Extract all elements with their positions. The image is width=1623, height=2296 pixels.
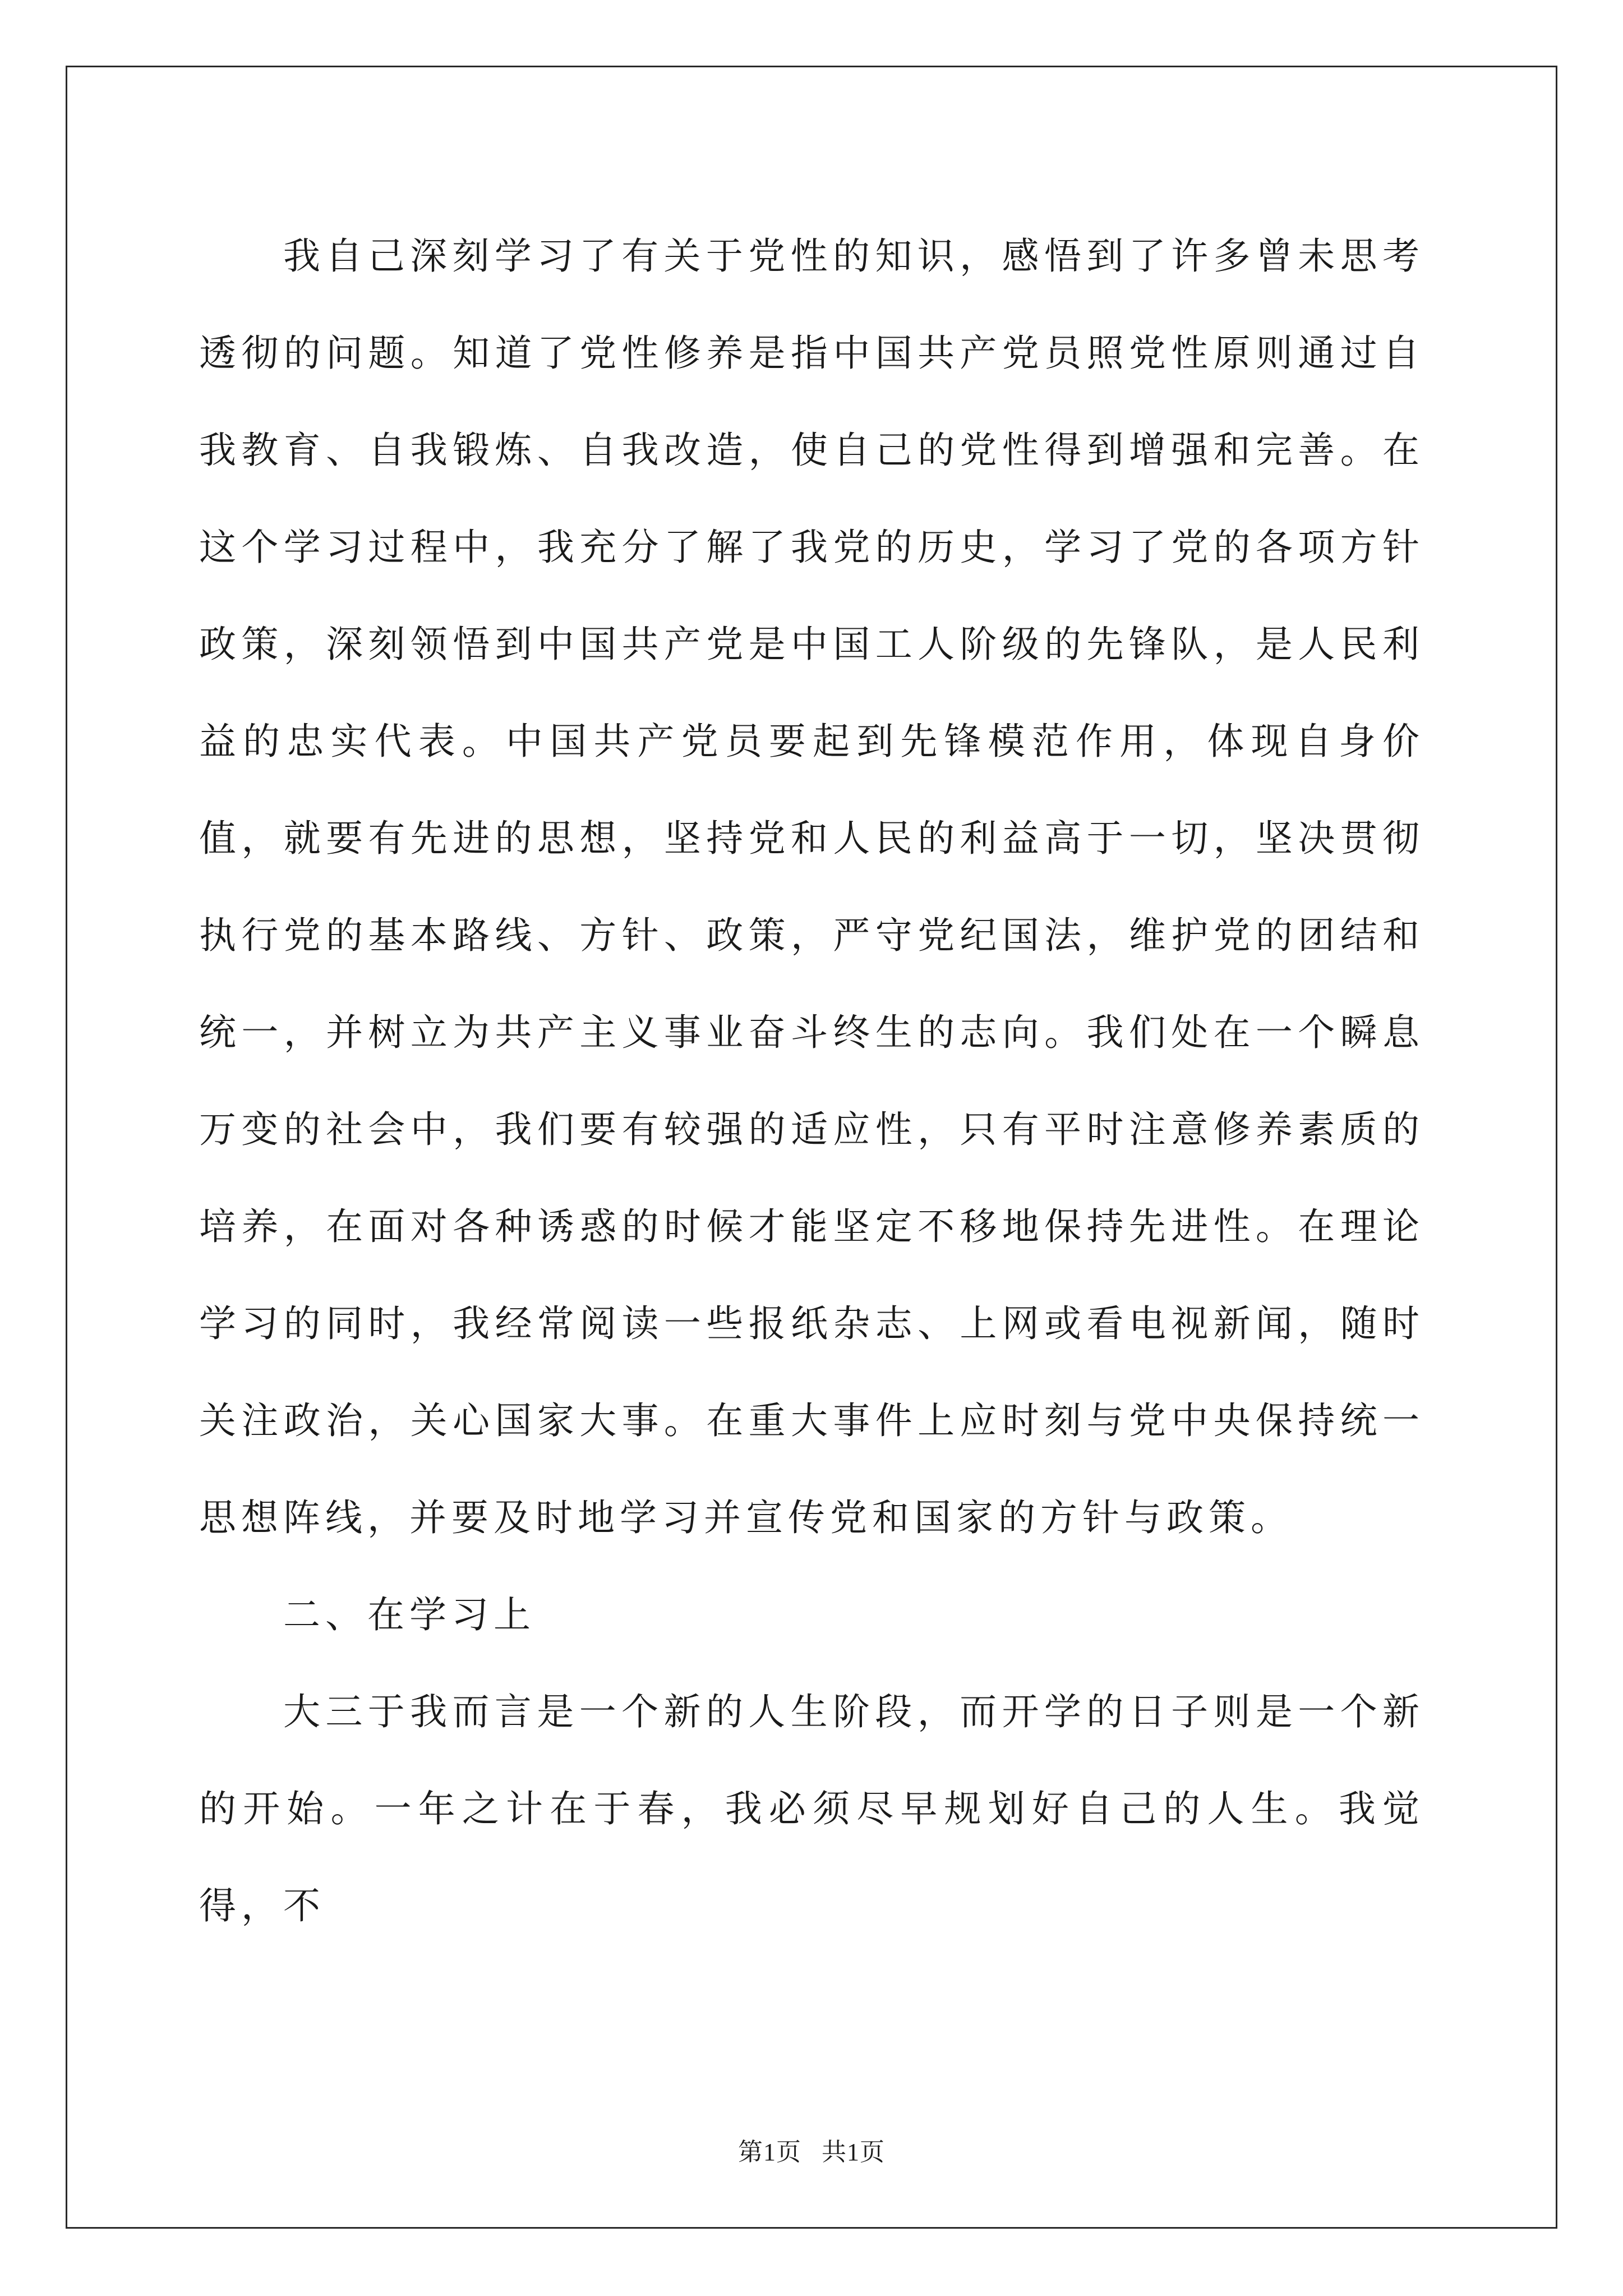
paragraph-party-study: 我自己深刻学习了有关于党性的知识，感悟到了许多曾未思考透彻的问题。知道了党性修养是指中国共产党员照党性原则通过自我教育、自我锻炼、自我改造，使自己的党性得到增强和完善。在这个学习过程中，我充分了解了我党的历史，学习了党的各项方针政策，深刻领悟到中国共产党是中国工人阶级的先锋队，是人民利益的忠实代表。中国共产党员要起到先锋模范作用，体现自身价值，就要有先进的思想，坚持党和人民的利益高于一切，坚决贯彻执行党的基本路线、方针、政策，严守党纪国法，维护党的团结和统一，并树立为共产主义事业奋斗终生的志向。我们处在一个瞬息万变的社会中，我们要有较强的适应性，只有平时注意修养素质的培养，在面对各种诱惑的时候才能坚定不移地保持先进性。在理论学习的同时，我经常阅读一些报纸杂志、上网或看电视新闻，随时关注政治，关心国家大事。在重大事件上应时刻与党中央保持统一思想阵线，并要及时地学习并宣传党和国家的方针与政策。 <box>199 234 1424 1539</box>
paragraph-junior-year: 大三于我而言是一个新的人生阶段，而开学的日子则是一个新的开始。一年之计在于春，我必须尽早规划好自己的人生。我觉得，不 <box>199 1690 1424 1927</box>
page-footer <box>0 2132 1623 2168</box>
document-body <box>199 208 1424 1954</box>
section-heading-study: 二、在学习上 <box>283 1593 536 1636</box>
page-total: 共1页 <box>822 2138 885 2166</box>
page-number: 第1页 <box>738 2138 801 2166</box>
